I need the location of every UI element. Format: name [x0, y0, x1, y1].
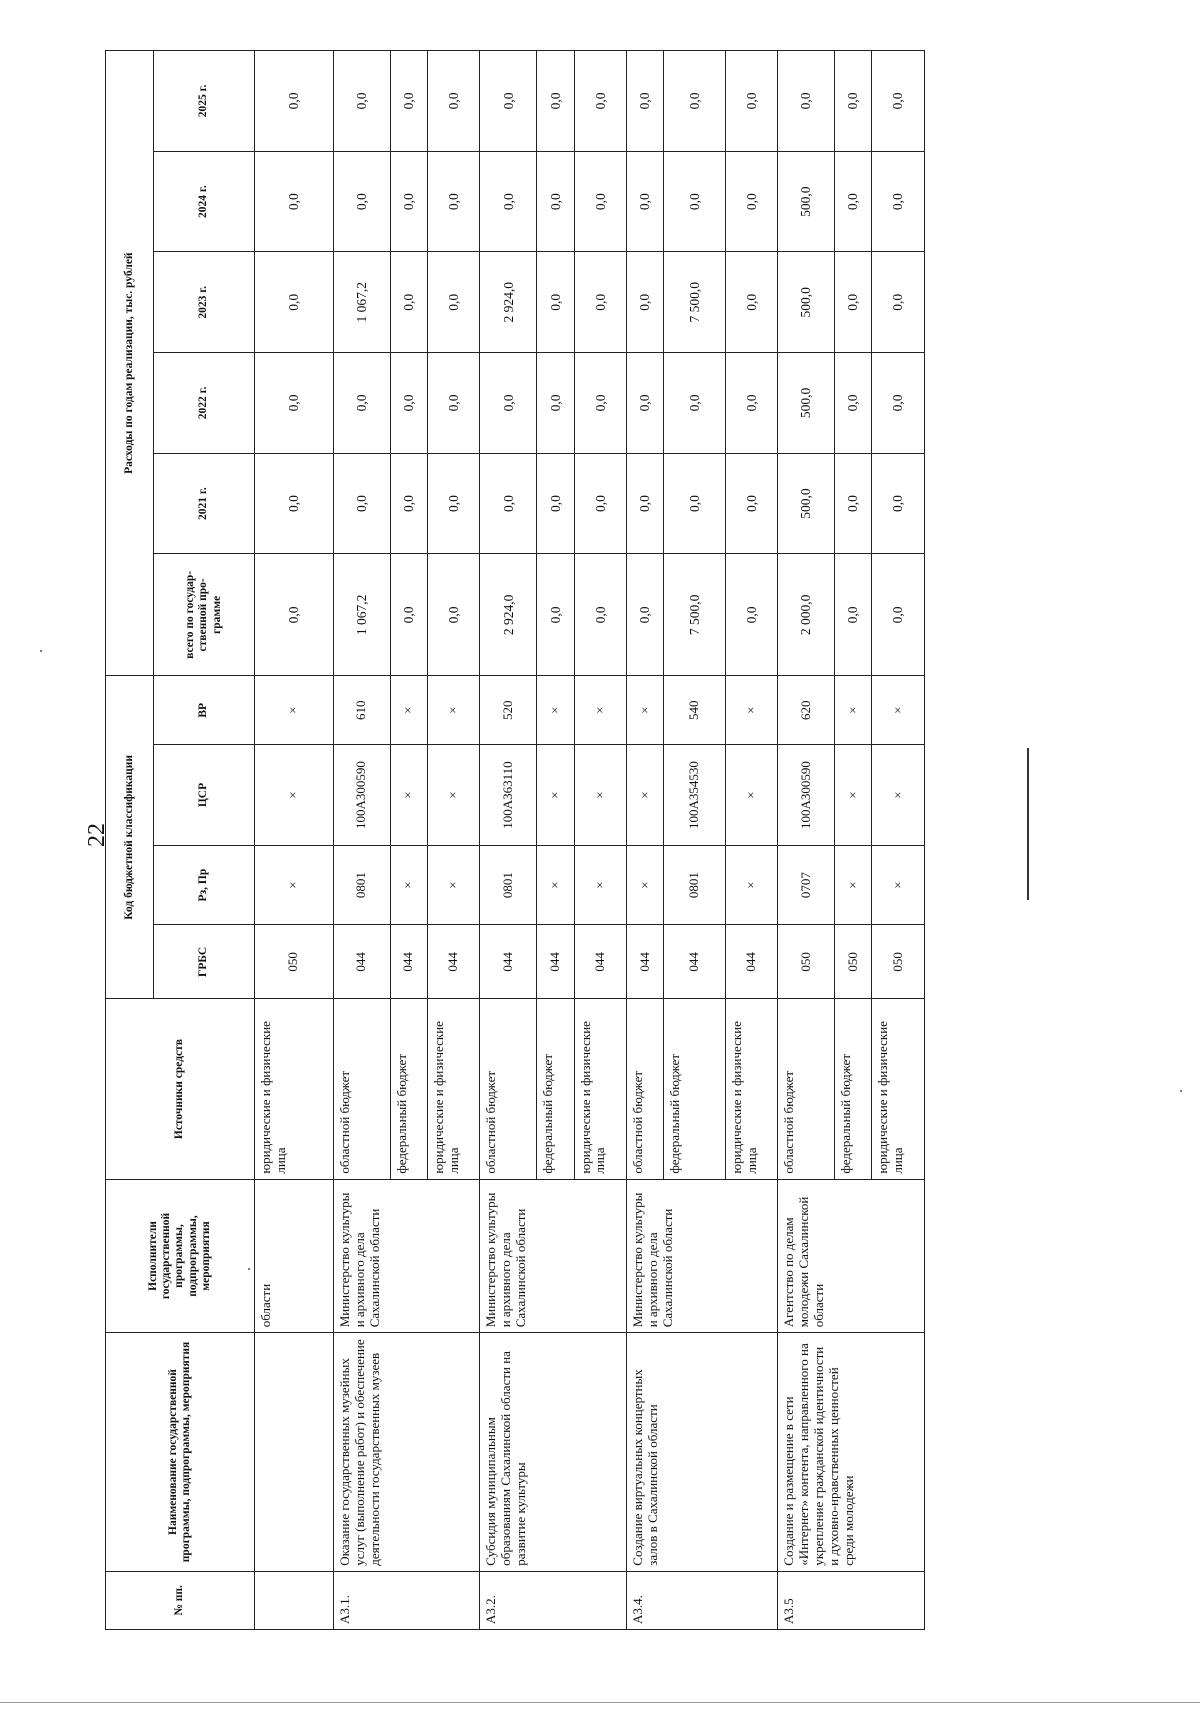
row-executor: Министерство культуры и архивного дела Сахалинской области [480, 1179, 627, 1333]
row-rzpr: 0801 [480, 845, 537, 924]
row-2022: 0,0 [254, 353, 333, 454]
row-2024: 0,0 [537, 151, 574, 252]
row-grbs: 050 [835, 925, 872, 999]
row-total: 0,0 [390, 554, 427, 676]
row-rzpr: × [427, 845, 480, 924]
row-2023: 2 924,0 [480, 252, 537, 353]
rotated-budget-table-container [105, 50, 925, 1630]
header-no: № пп. [106, 1571, 255, 1629]
row-csr: × [872, 745, 925, 846]
row-source: юридические и физические лица [427, 999, 480, 1179]
row-2021: 0,0 [537, 453, 574, 554]
row-source: юридические и физические лица [574, 999, 627, 1179]
row-csr: 100А354530 [664, 745, 725, 846]
header-budget-code: Код бюджетной классификации [106, 676, 154, 999]
row-2023: 0,0 [872, 252, 925, 353]
row-2024: 0,0 [254, 151, 333, 252]
row-rzpr: × [835, 845, 872, 924]
row-2024: 0,0 [627, 151, 664, 252]
header-row-1 [106, 51, 154, 1630]
row-name: Оказание государственных музейных услуг (выполнение работ) и обеспечение деятельности государственных музеев [333, 1333, 480, 1571]
row-total: 7 500,0 [664, 554, 725, 676]
row-2022: 0,0 [537, 353, 574, 454]
row-2022: 0,0 [333, 353, 390, 454]
row-2021: 500,0 [778, 453, 835, 554]
row-2021: 0,0 [480, 453, 537, 554]
row-vr: × [427, 676, 480, 745]
row-csr: × [725, 745, 778, 846]
row-2025: 0,0 [480, 51, 537, 152]
table-row [627, 51, 664, 1630]
row-vr: × [872, 676, 925, 745]
row-2025: 0,0 [664, 51, 725, 152]
row-2021: 0,0 [664, 453, 725, 554]
row-name [254, 1333, 333, 1571]
row-rzpr: 0801 [664, 845, 725, 924]
row-source: областной бюджет [627, 999, 664, 1179]
row-rzpr: 0707 [778, 845, 835, 924]
table-row [254, 51, 333, 1630]
row-csr: 100А300590 [333, 745, 390, 846]
row-2023: 0,0 [835, 252, 872, 353]
row-executor: Министерство культуры и архивного дела Сахалинской области [627, 1179, 778, 1333]
row-source: федеральный бюджет [390, 999, 427, 1179]
row-2023: 0,0 [725, 252, 778, 353]
header-name: Наименование государственной программы, подпрограммы, мероприятия [106, 1333, 255, 1571]
row-2021: 0,0 [872, 453, 925, 554]
row-rzpr: × [627, 845, 664, 924]
row-total: 2 924,0 [480, 554, 537, 676]
row-source: юридические и физические лица [872, 999, 925, 1179]
budget-table [105, 50, 925, 1630]
row-executor: Министерство культуры и архивного дела Сахалинской области [333, 1179, 480, 1333]
row-vr: × [574, 676, 627, 745]
row-vr: × [390, 676, 427, 745]
row-grbs: 044 [333, 925, 390, 999]
row-2025: 0,0 [835, 51, 872, 152]
row-2021: 0,0 [725, 453, 778, 554]
header-vr: ВР [154, 676, 255, 745]
row-2025: 0,0 [725, 51, 778, 152]
row-total: 1 067,2 [333, 554, 390, 676]
row-2025: 0,0 [778, 51, 835, 152]
row-2023: 0,0 [390, 252, 427, 353]
row-source: федеральный бюджет [537, 999, 574, 1179]
row-2023: 0,0 [537, 252, 574, 353]
table-row [333, 51, 390, 1630]
row-2024: 0,0 [872, 151, 925, 252]
row-total: 0,0 [427, 554, 480, 676]
table-row [480, 51, 537, 1630]
row-2022: 0,0 [835, 353, 872, 454]
row-executor: области [254, 1179, 333, 1333]
row-2021: 0,0 [835, 453, 872, 554]
row-2024: 0,0 [427, 151, 480, 252]
row-2023: 0,0 [427, 252, 480, 353]
header-total: всего по государ-ственной про-грамме [154, 554, 255, 676]
row-no: А3.1. [333, 1571, 480, 1629]
row-csr: 100А300590 [778, 745, 835, 846]
scan-speck [1180, 1090, 1182, 1092]
row-total: 0,0 [537, 554, 574, 676]
row-2022: 0,0 [725, 353, 778, 454]
row-source: областной бюджет [333, 999, 390, 1179]
row-2021: 0,0 [390, 453, 427, 554]
page-number: 22 [84, 823, 110, 847]
row-2024: 0,0 [725, 151, 778, 252]
row-2022: 500,0 [778, 353, 835, 454]
row-2023: 500,0 [778, 252, 835, 353]
row-2021: 0,0 [574, 453, 627, 554]
row-2022: 0,0 [390, 353, 427, 454]
row-source: федеральный бюджет [664, 999, 725, 1179]
scan-line [1027, 748, 1029, 900]
row-2024: 0,0 [480, 151, 537, 252]
row-2024: 0,0 [390, 151, 427, 252]
row-vr: × [835, 676, 872, 745]
row-2024: 0,0 [835, 151, 872, 252]
row-grbs: 044 [574, 925, 627, 999]
row-grbs: 044 [627, 925, 664, 999]
row-2023: 1 067,2 [333, 252, 390, 353]
row-2022: 0,0 [427, 353, 480, 454]
row-rzpr: × [725, 845, 778, 924]
row-2021: 0,0 [254, 453, 333, 554]
row-2022: 0,0 [872, 353, 925, 454]
row-grbs: 044 [390, 925, 427, 999]
row-2021: 0,0 [427, 453, 480, 554]
header-2022: 2022 г. [154, 353, 255, 454]
header-2025: 2025 г. [154, 51, 255, 152]
row-2023: 7 500,0 [664, 252, 725, 353]
scan-speck [40, 650, 42, 652]
row-2022: 0,0 [627, 353, 664, 454]
row-rzpr: × [537, 845, 574, 924]
row-2022: 0,0 [480, 353, 537, 454]
row-vr: × [725, 676, 778, 745]
header-grbs: ГРБС [154, 925, 255, 999]
header-2024: 2024 г. [154, 151, 255, 252]
row-name: Создание и размещение в сети «Интернет» контента, направленного на укрепление гражданской идентичности и духовно-нравственных ценностей среди молодежи [778, 1333, 925, 1571]
row-2025: 0,0 [390, 51, 427, 152]
row-grbs: 044 [725, 925, 778, 999]
row-name: Создание виртуальных концертных залов в Сахалинской области [627, 1333, 778, 1571]
row-2025: 0,0 [574, 51, 627, 152]
row-total: 0,0 [627, 554, 664, 676]
row-csr: × [574, 745, 627, 846]
row-csr: × [254, 745, 333, 846]
row-name: Субсидия муниципальным образованиям Сахалинской области на развитие культуры [480, 1333, 627, 1571]
row-2022: 0,0 [664, 353, 725, 454]
row-2024: 0,0 [664, 151, 725, 252]
row-vr: 610 [333, 676, 390, 745]
row-total: 0,0 [872, 554, 925, 676]
row-total: 2 000,0 [778, 554, 835, 676]
row-source: областной бюджет [480, 999, 537, 1179]
header-rzpr: Рз, Пр [154, 845, 255, 924]
row-2025: 0,0 [627, 51, 664, 152]
row-rzpr: 0801 [333, 845, 390, 924]
row-csr: × [835, 745, 872, 846]
row-grbs: 044 [427, 925, 480, 999]
row-source: федеральный бюджет [835, 999, 872, 1179]
row-grbs: 044 [664, 925, 725, 999]
row-vr: × [537, 676, 574, 745]
table-row [778, 51, 835, 1630]
row-2022: 0,0 [574, 353, 627, 454]
row-rzpr: × [574, 845, 627, 924]
row-csr: × [427, 745, 480, 846]
header-expenses: Расходы по годам реализации, тыс. рублей [106, 51, 154, 676]
row-vr: 620 [778, 676, 835, 745]
row-source: областной бюджет [778, 999, 835, 1179]
row-no: А3.4. [627, 1571, 778, 1629]
row-rzpr: × [254, 845, 333, 924]
header-source: Источники средств [106, 999, 255, 1179]
row-2024: 0,0 [574, 151, 627, 252]
row-vr: × [627, 676, 664, 745]
row-vr: 540 [664, 676, 725, 745]
row-total: 0,0 [574, 554, 627, 676]
row-no: А3.2. [480, 1571, 627, 1629]
row-executor: Агентство по делам молодежи Сахалинской области [778, 1179, 925, 1333]
row-vr: 520 [480, 676, 537, 745]
row-2023: 0,0 [574, 252, 627, 353]
scan-line-bottom [0, 1702, 1200, 1703]
header-2021: 2021 г. [154, 453, 255, 554]
row-no: А3.5 [778, 1571, 925, 1629]
row-total: 0,0 [725, 554, 778, 676]
row-grbs: 050 [872, 925, 925, 999]
row-no [254, 1571, 333, 1629]
row-grbs: 044 [480, 925, 537, 999]
header-executor: Исполнители государственной программы, подпрограммы, мероприятия [106, 1179, 255, 1333]
row-2021: 0,0 [627, 453, 664, 554]
row-2023: 0,0 [254, 252, 333, 353]
row-2025: 0,0 [254, 51, 333, 152]
row-source: юридические и физические лица [254, 999, 333, 1179]
row-source: юридические и физические лица [725, 999, 778, 1179]
row-total: 0,0 [254, 554, 333, 676]
row-2023: 0,0 [627, 252, 664, 353]
row-grbs: 050 [778, 925, 835, 999]
row-2021: 0,0 [333, 453, 390, 554]
header-2023: 2023 г. [154, 252, 255, 353]
row-csr: × [627, 745, 664, 846]
row-total: 0,0 [835, 554, 872, 676]
header-csr: ЦСР [154, 745, 255, 846]
row-2025: 0,0 [537, 51, 574, 152]
row-csr: × [390, 745, 427, 846]
row-rzpr: × [390, 845, 427, 924]
row-csr: 100А363110 [480, 745, 537, 846]
row-csr: × [537, 745, 574, 846]
row-grbs: 050 [254, 925, 333, 999]
row-2025: 0,0 [333, 51, 390, 152]
row-2025: 0,0 [427, 51, 480, 152]
row-2024: 0,0 [333, 151, 390, 252]
row-2025: 0,0 [872, 51, 925, 152]
row-vr: × [254, 676, 333, 745]
row-rzpr: × [872, 845, 925, 924]
row-2024: 500,0 [778, 151, 835, 252]
row-grbs: 044 [537, 925, 574, 999]
